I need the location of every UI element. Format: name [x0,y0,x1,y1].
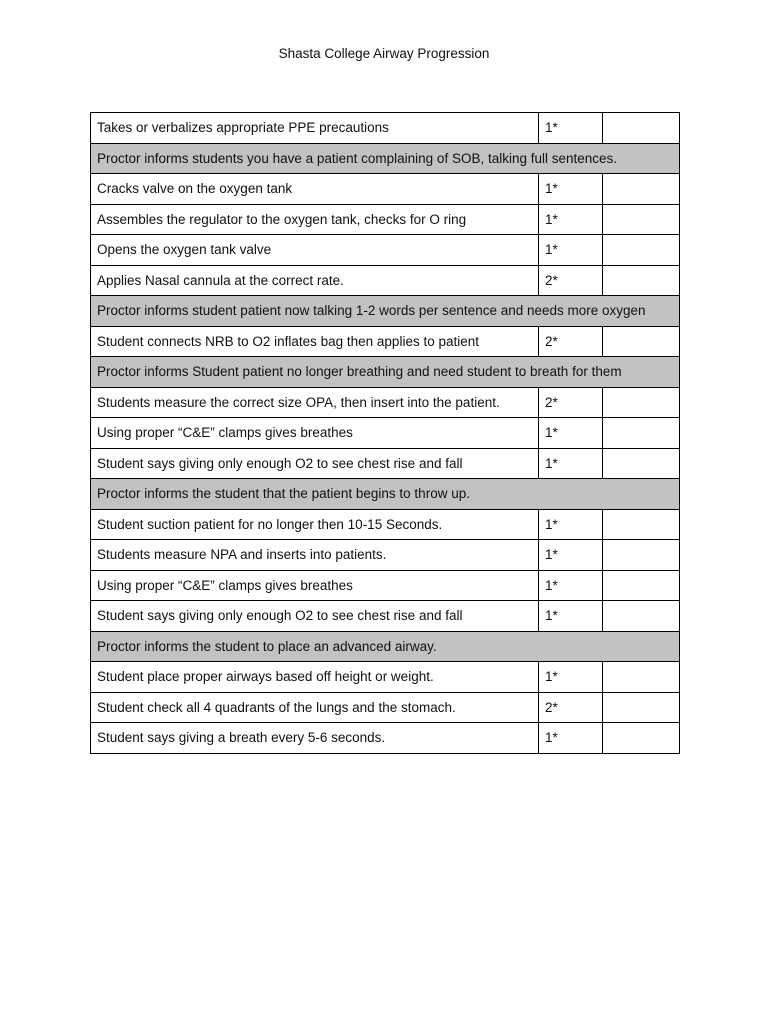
proctor-instruction-text: Proctor informs the student to place an advanced airway. [91,631,680,662]
checklist-task-row [91,692,680,723]
task-points: 1* [539,174,603,205]
task-description: Opens the oxygen tank valve [91,235,539,266]
score-entry-cell[interactable] [603,540,680,571]
task-points: 2* [539,265,603,296]
score-entry-cell[interactable] [603,448,680,479]
checklist-task-row [91,723,680,754]
task-description: Student says giving only enough O2 to see chest rise and fall [91,448,539,479]
proctor-instruction-text: Proctor informs Student patient no longer breathing and need student to breath for them [91,357,680,388]
task-description: Using proper “C&E” clamps gives breathes [91,418,539,449]
checklist-task-row [91,448,680,479]
score-entry-cell[interactable] [603,509,680,540]
task-description: Using proper “C&E” clamps gives breathes [91,570,539,601]
task-points: 1* [539,204,603,235]
checklist-task-row [91,204,680,235]
score-entry-cell[interactable] [603,387,680,418]
task-description: Student check all 4 quadrants of the lungs and the stomach. [91,692,539,723]
task-points: 1* [539,601,603,632]
task-description: Student suction patient for no longer then 10-15 Seconds. [91,509,539,540]
document-title: Shasta College Airway Progression [278,46,490,61]
score-entry-cell[interactable] [603,418,680,449]
score-entry-cell[interactable] [603,113,680,144]
score-entry-cell[interactable] [603,235,680,266]
score-entry-cell[interactable] [603,174,680,205]
task-description: Student says giving a breath every 5-6 seconds. [91,723,539,754]
task-points: 1* [539,723,603,754]
score-entry-cell[interactable] [603,662,680,693]
task-description: Student place proper airways based off height or weight. [91,662,539,693]
task-points: 1* [539,662,603,693]
checklist-task-row [91,113,680,144]
checklist-task-row [91,662,680,693]
checklist-task-row [91,601,680,632]
proctor-instruction-text: Proctor informs the student that the patient begins to throw up. [91,479,680,510]
checklist-task-row [91,540,680,571]
checklist-task-row [91,174,680,205]
task-description: Students measure the correct size OPA, then insert into the patient. [91,387,539,418]
task-points: 1* [539,235,603,266]
score-entry-cell[interactable] [603,723,680,754]
proctor-instruction-row [91,143,680,174]
task-points: 1* [539,570,603,601]
task-points: 2* [539,387,603,418]
task-points: 1* [539,418,603,449]
score-entry-cell[interactable] [603,570,680,601]
task-description: Takes or verbalizes appropriate PPE precautions [91,113,539,144]
task-points: 2* [539,692,603,723]
proctor-instruction-text: Proctor informs student patient now talking 1-2 words per sentence and needs more oxygen [91,296,680,327]
proctor-instruction-text: Proctor informs students you have a patient complaining of SOB, talking full sentences. [91,143,680,174]
checklist-task-row [91,326,680,357]
score-entry-cell[interactable] [603,265,680,296]
score-entry-cell[interactable] [603,601,680,632]
proctor-instruction-row [91,479,680,510]
checklist-task-row [91,418,680,449]
task-points: 2* [539,326,603,357]
checklist-task-row [91,387,680,418]
score-entry-cell[interactable] [603,326,680,357]
score-entry-cell[interactable] [603,204,680,235]
task-points: 1* [539,509,603,540]
skills-checklist-table [90,112,680,754]
checklist-task-row [91,265,680,296]
task-description: Applies Nasal cannula at the correct rate. [91,265,539,296]
task-description: Student connects NRB to O2 inflates bag then applies to patient [91,326,539,357]
checklist-task-row [91,235,680,266]
proctor-instruction-row [91,357,680,388]
task-description: Students measure NPA and inserts into patients. [91,540,539,571]
score-entry-cell[interactable] [603,692,680,723]
proctor-instruction-row [91,631,680,662]
task-points: 1* [539,540,603,571]
task-points: 1* [539,113,603,144]
proctor-instruction-row [91,296,680,327]
checklist-body [91,113,680,754]
task-description: Student says giving only enough O2 to see chest rise and fall [91,601,539,632]
task-description: Cracks valve on the oxygen tank [91,174,539,205]
task-description: Assembles the regulator to the oxygen tank, checks for O ring [91,204,539,235]
checklist-task-row [91,509,680,540]
task-points: 1* [539,448,603,479]
checklist-task-row [91,570,680,601]
